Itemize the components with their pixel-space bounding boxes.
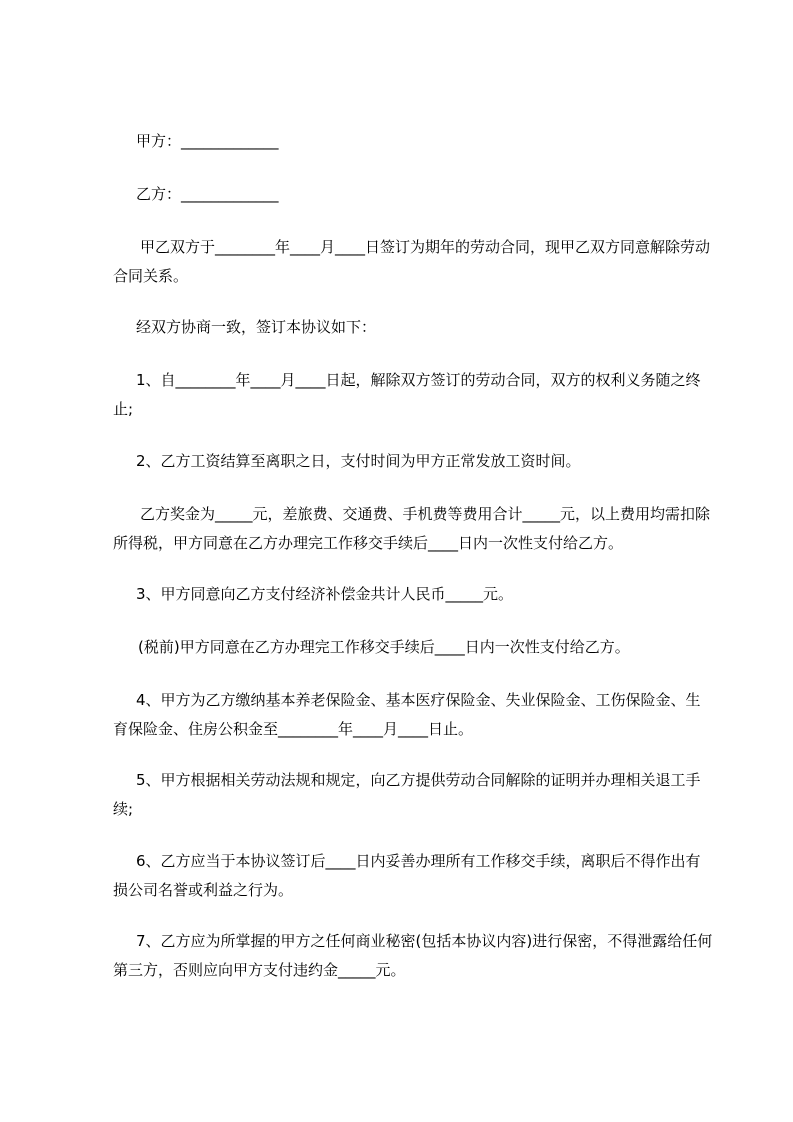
party-b-line: 乙方：_____________ bbox=[136, 185, 279, 203]
clause-3: 3、甲方同意向乙方支付经济补偿金共计人民币_____元。 bbox=[136, 585, 514, 603]
agreement-lead: 经双方协商一致，签订本协议如下： bbox=[136, 318, 377, 336]
intro-paragraph: 甲乙双方于________年____月____日签订为期年的劳动合同，现甲乙双方同意解除劳动合同关系。 bbox=[113, 238, 711, 285]
clause-7: 7、乙方应为所掌握的甲方之任何商业秘密(包括本协议内容)进行保密，不得泄露给任何第三方，否则应向甲方支付违约金_____元。 bbox=[113, 932, 713, 979]
party-a-line: 甲方：_____________ bbox=[136, 132, 279, 150]
clause-6: 6、乙方应当于本协议签订后____日内妥善办理所有工作移交手续，离职后不得作出有损公司名誉或利益之行为。 bbox=[113, 852, 701, 899]
pretax-paragraph: (税前)甲方同意在乙方办理完工作移交手续后____日内一次性支付给乙方。 bbox=[138, 638, 630, 656]
clause-2: 2、乙方工资结算至离职之日，支付时间为甲方正常发放工资时间。 bbox=[136, 452, 581, 470]
clause-1: 1、自________年____月____日起，解除双方签订的劳动合同，双方的权利义务随之终止; bbox=[113, 371, 701, 418]
clause-4: 4、甲方为乙方缴纳基本养老保险金、基本医疗保险金、失业保险金、工伤保险金、生育保险金、住房公积金至________年____月____日止。 bbox=[113, 691, 701, 738]
clause-5: 5、甲方根据相关劳动法规和规定，向乙方提供劳动合同解除的证明并办理相关退工手续; bbox=[113, 771, 701, 818]
bonus-paragraph: 乙方奖金为_____元，差旅费、交通费、手机费等费用合计_____元，以上费用均需扣除所得税，甲方同意在乙方办理完工作移交手续后____日内一次性支付给乙方。 bbox=[113, 505, 711, 552]
